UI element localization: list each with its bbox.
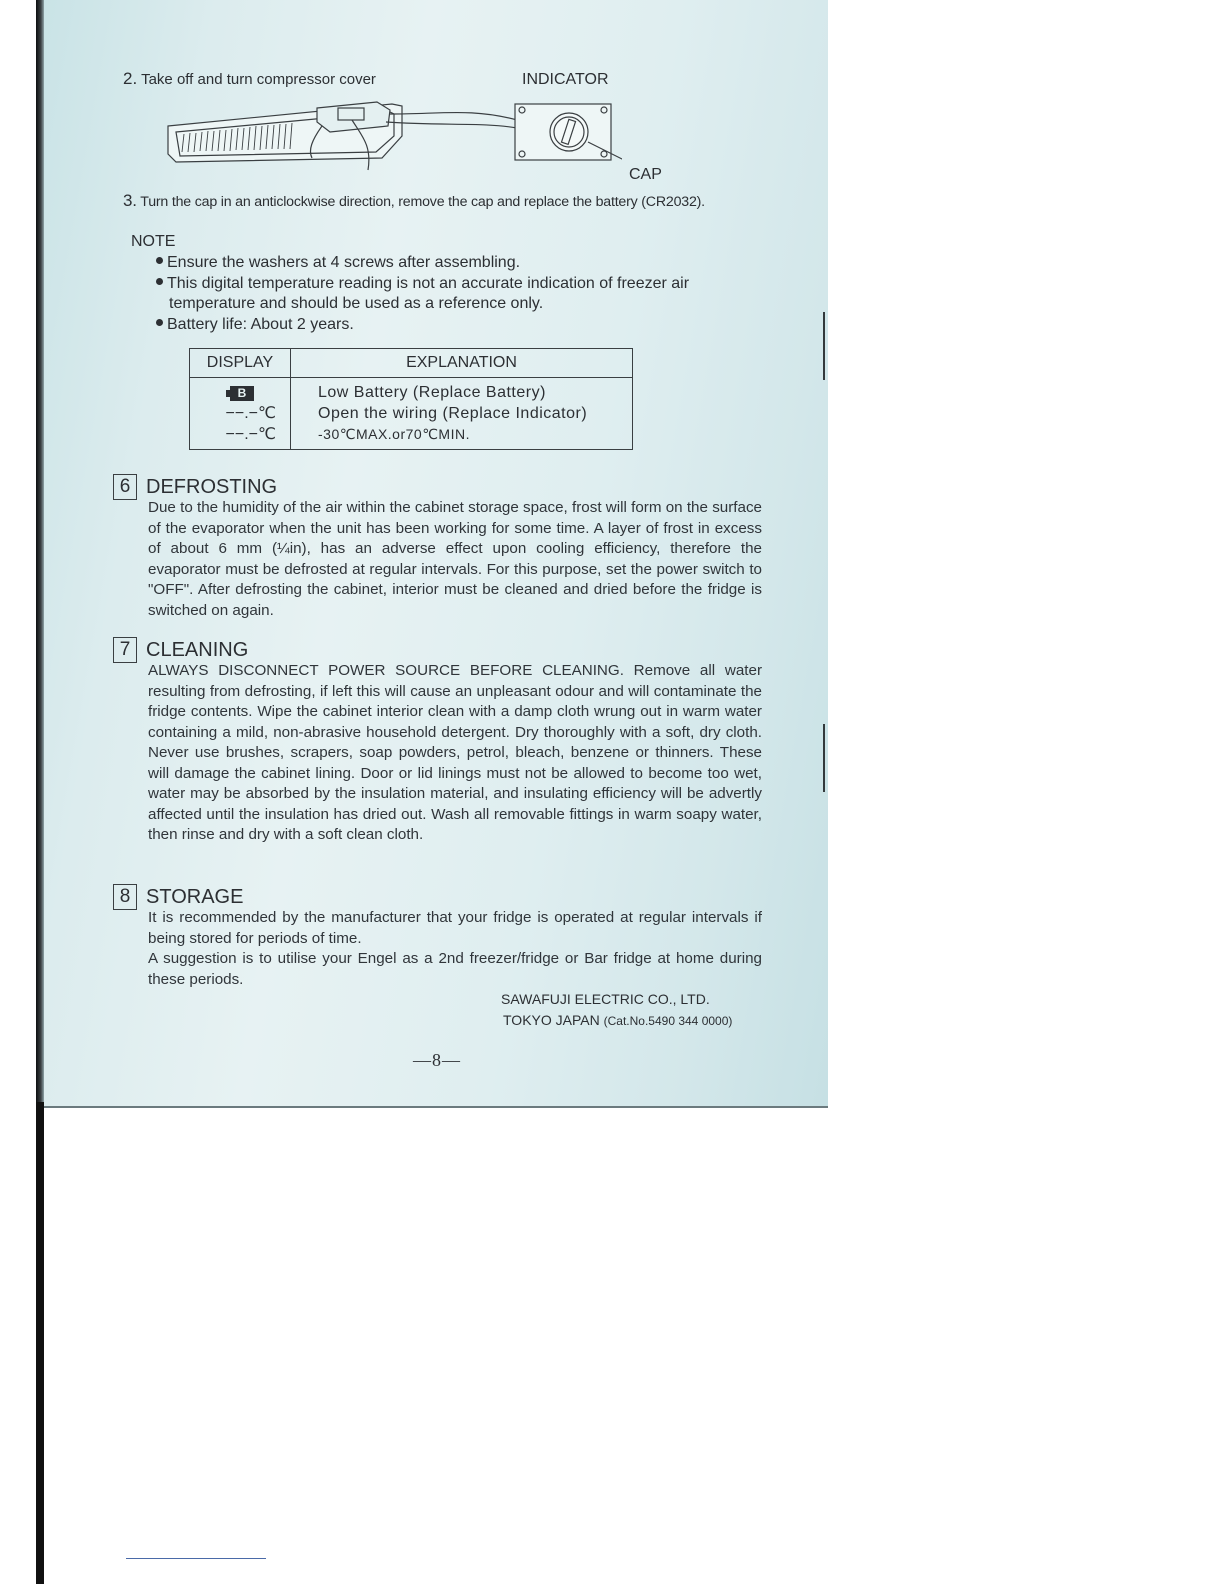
- explanation-value: Low Battery (Replace Battery): [318, 384, 546, 401]
- display-value: −−.−℃: [225, 426, 276, 443]
- scan-bottom-rule: [126, 1558, 266, 1559]
- indicator-label: INDICATOR: [522, 71, 609, 88]
- company-location: TOKYO JAPAN: [503, 1012, 600, 1028]
- section-number: 8: [113, 884, 137, 910]
- display-value: [190, 382, 276, 403]
- scan-binding-shadow: [36, 1102, 44, 1584]
- note-bullet: [156, 253, 762, 273]
- storage-paragraph-2: A suggestion is to utilise your Engel as a 2nd freezer/fridge or Bar fridge at home during these periods.: [148, 950, 762, 988]
- battery-icon: B: [230, 386, 254, 401]
- table-display-cell: [190, 378, 291, 450]
- section-number: 6: [113, 474, 137, 500]
- scan-margin-mark: [823, 312, 825, 380]
- catalog-number: (Cat.No.5490 344 0000): [603, 1014, 733, 1028]
- scan-margin-mark: [823, 724, 825, 792]
- display-value: −−.−℃: [225, 405, 276, 422]
- bullet-dot-icon: [156, 257, 163, 264]
- step-2-number: 2.: [123, 69, 138, 88]
- explanation-value: -30℃MAX.or70℃MIN.: [318, 426, 470, 442]
- company-address: [503, 1012, 732, 1028]
- explanation-value: Open the wiring (Replace Indicator): [318, 405, 588, 422]
- section-heading-cleaning: [113, 637, 248, 663]
- note-bullet-text: This digital temperature reading is not an accurate indication of freezer air: [167, 275, 690, 292]
- step-3-number: 3.: [123, 191, 137, 210]
- section-title: CLEANING: [146, 638, 249, 661]
- note-bullet: [156, 274, 762, 314]
- table-explanation-cell: [291, 378, 633, 450]
- compressor-cover-diagram: [162, 96, 622, 181]
- defrosting-paragraph: Due to the humidity of the air within the cabinet storage space, frost will form on the surface of the evaporator when the unit has been working for some time. A layer of frost in excess of about 6 mm (¼in), has an adverse effect upon cooling efficiency, therefore the evaporator must be defrosted at regular intervals. For this purpose, set the power switch to "OFF". After defrosting the cabinet, interior must be cleaned and dried before the fridge is switched on again.: [148, 499, 762, 619]
- bullet-dot-icon: [156, 319, 163, 326]
- note-bullet-text: Ensure the washers at 4 screws after assembling.: [167, 254, 521, 271]
- page-number: —8—: [413, 1050, 461, 1070]
- cap-label: CAP: [629, 166, 662, 183]
- note-bullet-text: Battery life: About 2 years.: [167, 316, 354, 333]
- section-heading-defrosting: [113, 474, 277, 500]
- note-bullet-continuation: temperature and should be used as a reference only.: [169, 295, 544, 312]
- section-title: STORAGE: [146, 885, 244, 908]
- step-2-text: Take off and turn compressor cover: [141, 71, 376, 88]
- table-header-display: DISPLAY: [190, 349, 291, 378]
- company-name: SAWAFUJI ELECTRIC CO., LTD.: [501, 991, 710, 1007]
- section-heading-storage: [113, 884, 243, 910]
- storage-paragraph-1: It is recommended by the manufacturer that your fridge is operated at regular intervals if being stored for periods of time.: [148, 909, 762, 947]
- step-3-text: Turn the cap in an anticlockwise direction, remove the cap and replace the battery (CR2032).: [140, 194, 705, 210]
- table-header-row: [190, 349, 633, 378]
- section-number: 7: [113, 637, 137, 663]
- note-bullet: [156, 315, 762, 335]
- table-header-explanation: EXPLANATION: [291, 349, 633, 378]
- section-title: DEFROSTING: [146, 475, 278, 498]
- note-heading: NOTE: [131, 233, 176, 250]
- display-explanation-table: [189, 348, 633, 450]
- step-3: [123, 191, 705, 211]
- bullet-dot-icon: [156, 278, 163, 285]
- table-row: [190, 378, 633, 450]
- step-2: [123, 69, 376, 89]
- cleaning-paragraph: ALWAYS DISCONNECT POWER SOURCE BEFORE CLEANING. Remove all water resulting from defrosting, if left this will cause an unpleasant odour and will contaminate the fridge contents. Wipe the cabinet interior clean with a damp cloth wrung out in warm water containing a mild, non-abrasive household detergent. Dry thoroughly with a soft, dry cloth. Never use brushes, scrapers, soap powders, petrol, bleach, benzene or thinners. These will damage the cabinet lining. Door or lid linings must not be allowed to become too wet, water may be absorbed by the insulation material, and insulating efficiency will be advertly affected until the insulation has dried out. Wash all removable fittings in warm soapy water, then rinse and dry with a soft clean cloth.: [148, 662, 762, 843]
